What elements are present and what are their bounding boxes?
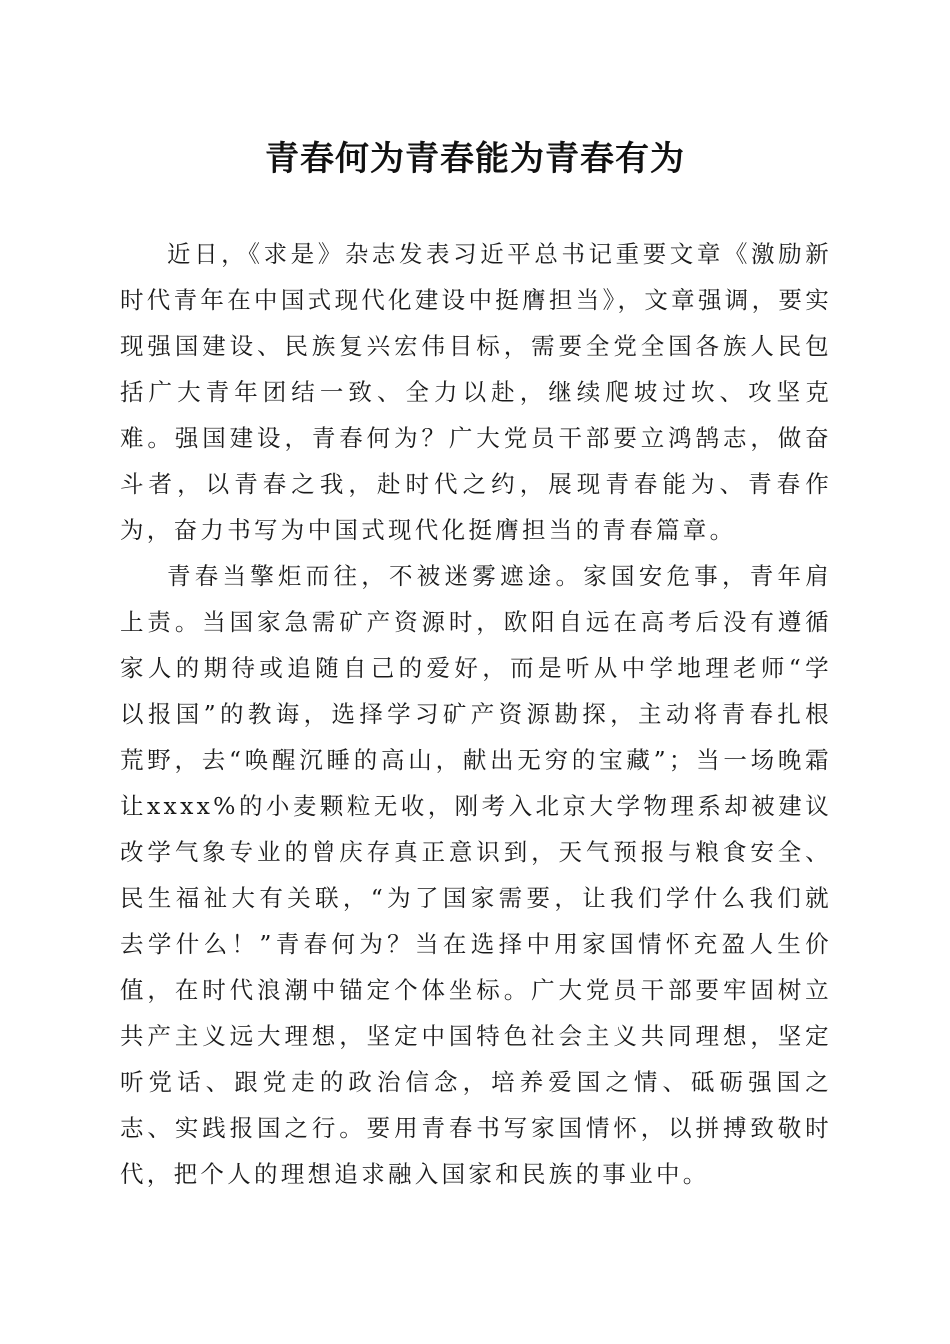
document-title: 青春何为青春能为青春有为 [265,139,685,179]
paragraph-1: 近日，《求是》杂志发表习近平总书记重要文章《激励新时代青年在中国式现代化建设中挺膺担当》，文章强调，要实现强国建设、民族复兴宏伟目标，需要全党全国各族人民包括广大青年团结一致、全力以赴，继续爬坡过坎、攻坚克难。强国建设，青春何为？广大党员干部要立鸿鹄志，做奋斗者，以青春之我，赴时代之约，展现青春能为、青春作为，奋力书写为中国式现代化挺膺担当的青春篇章。 [120,240,832,544]
paragraph-2: 青春当擎炬而往，不被迷雾遮途。家国安危事，青年肩上责。当国家急需矿产资源时，欧阳自远在高考后没有遵循家人的期待或追随自己的爱好，而是听从中学地理老师“学以报国”的教诲，选择学习矿产资源勘探，主动将青春扎根荒野，去“唤醒沉睡的高山，献出无穷的宝藏”；当一场晚霜让xxxx%的小麦颗粒无收，刚考入北京大学物理系却被建议改学气象专业的曾庆存真正意识到，天气预报与粮食安全、民生福祉大有关联，“为了国家需要，让我们学什么我们就去学什么！”青春何为？当在选择中用家国情怀充盈人生价值，在时代浪潮中锚定个体坐标。广大党员干部要牢固树立共产主义远大理想，坚定中国特色社会主义共同理想，坚定听党话、跟党走的政治信念，培养爱国之情、砥砺强国之志、实践报国之行。要用青春书写家国情怀，以拼搏致敬时代，把个人的理想追求融入国家和民族的事业中。 [120,562,832,1188]
document-body [120,231,832,1197]
